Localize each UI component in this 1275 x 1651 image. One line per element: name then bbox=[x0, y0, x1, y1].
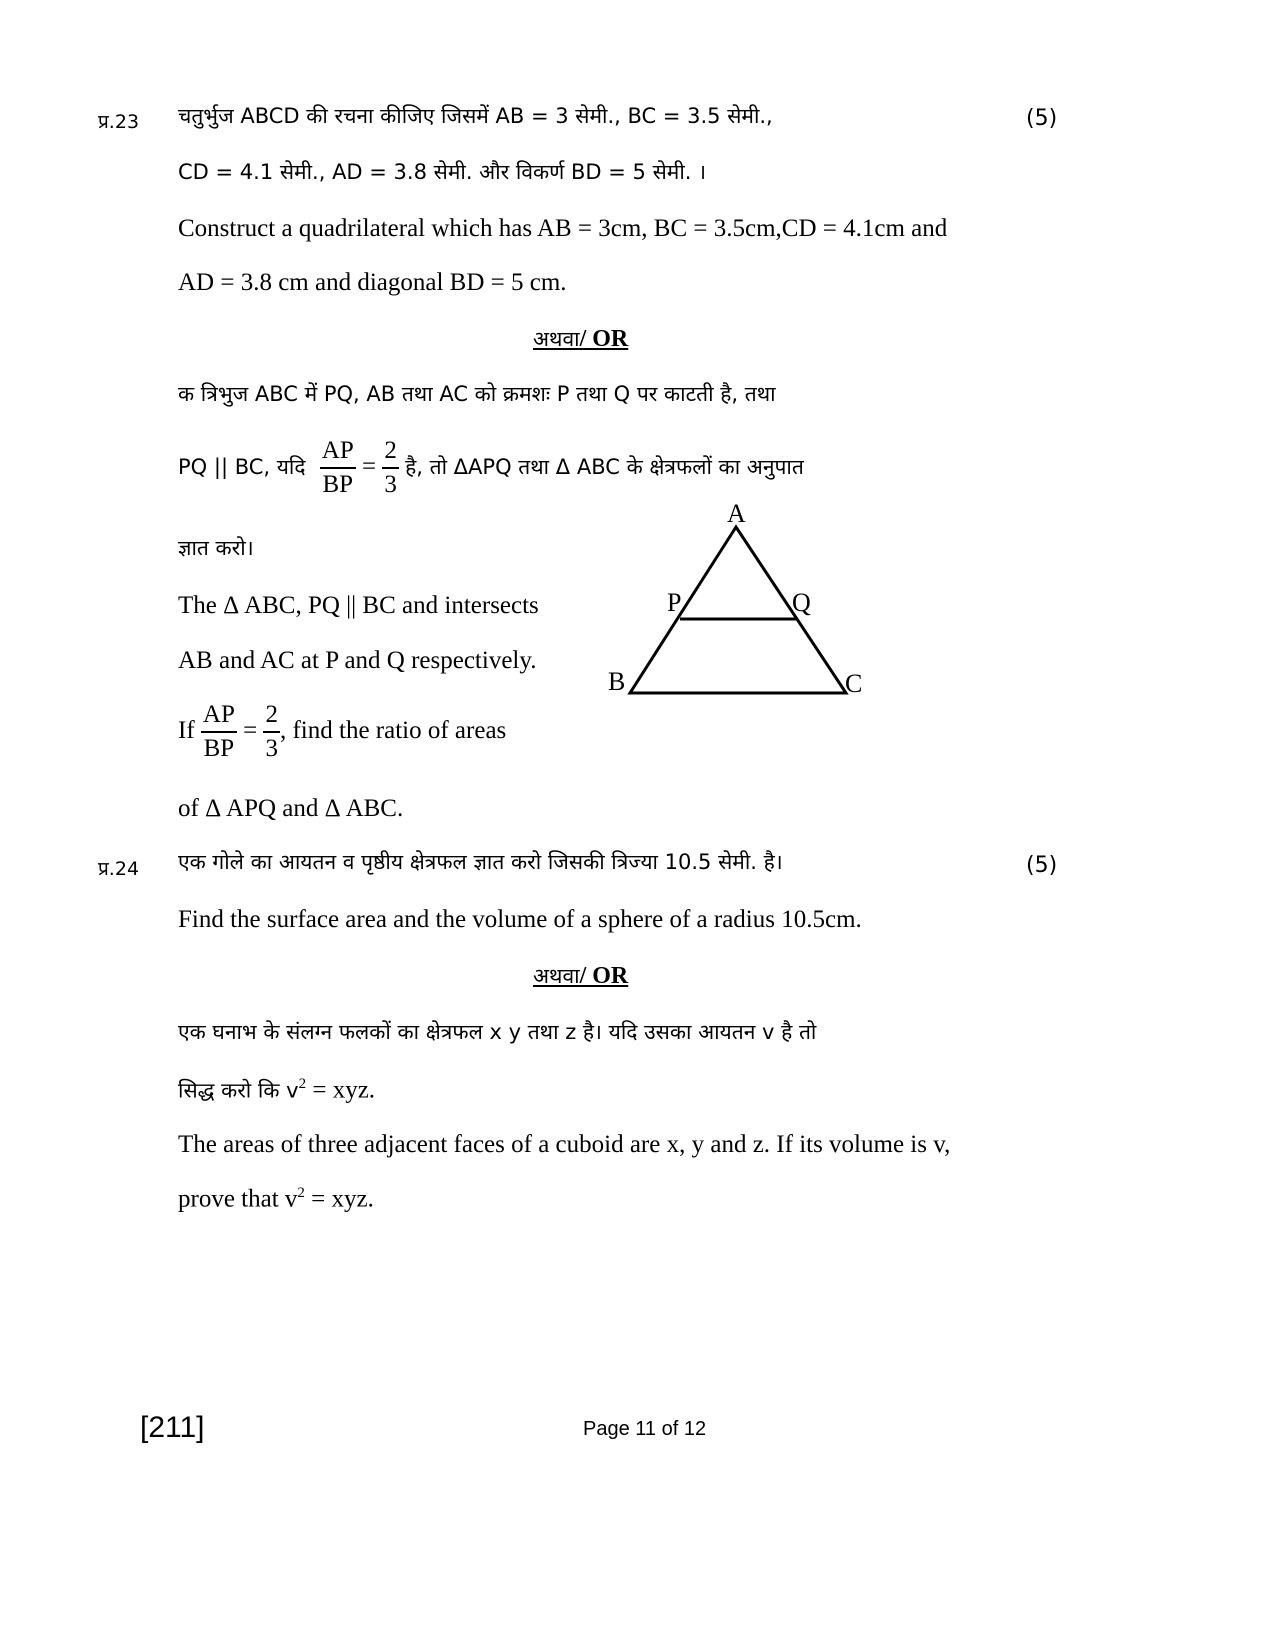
paper-code: [211] bbox=[140, 1411, 205, 1444]
q23-alt-hindi-line-3: ज्ञात करो। bbox=[178, 536, 254, 560]
q24-alt-english-line-2: prove that $v^2$ = xyz. bbox=[178, 1185, 374, 1213]
q24-or-divider bbox=[533, 962, 628, 990]
equals-sign: = bbox=[361, 452, 377, 480]
marks-23: (5) bbox=[1026, 106, 1058, 131]
q23-alt-english-line-1: The Δ ABC, PQ || BC and intersects bbox=[178, 592, 539, 619]
marks-24: (5) bbox=[1026, 853, 1058, 878]
question-number-23: प्र.23 bbox=[98, 111, 140, 133]
q23-alt-hindi-line-1: क त्रिभुज ABC में PQ, AB तथा AC को क्रमशः P तथा Q पर काटती है, तथा bbox=[178, 382, 776, 406]
fraction-ap-bp: $\frac{AP}{BP}$ bbox=[321, 437, 354, 499]
q24-alt-english-line-1: The areas of three adjacent faces of a cuboid are x, y and z. If its volume is v, bbox=[178, 1131, 951, 1158]
fraction-ap-bp-en: $\frac{AP}{BP}$ bbox=[202, 701, 235, 763]
q24-alt-hindi-line-2: सिद्ध करो कि $v^2$ = xyz. bbox=[178, 1076, 376, 1104]
fraction-two-thirds: $\frac{2}{3}$ bbox=[384, 437, 397, 499]
label-c: C bbox=[845, 669, 863, 698]
or-hindi-text: अथवा bbox=[533, 327, 580, 351]
q23-alt-hindi-line-2 bbox=[178, 438, 804, 499]
q23-english-line-1: Construct a quadrilateral which has AB = 3cm, BC = 3.5cm,CD = 4.1cm and bbox=[178, 215, 948, 242]
fraction-two-thirds-en: $\frac{2}{3}$ bbox=[265, 701, 278, 763]
label-a: A bbox=[727, 499, 746, 528]
ratio-question-text: है, तो ΔAPQ तथा Δ ABC के क्षेत्रफलों का अनुपात bbox=[405, 454, 804, 479]
q24-hindi-line-1: एक गोले का आयतन व पृष्ठीय क्षेत्रफल ज्ञात करो जिसकी त्रिज्या 10.5 सेमी. है। bbox=[178, 850, 783, 874]
pq-parallel-text: PQ || BC, यदि bbox=[178, 454, 306, 479]
q23-alt-english-line-2: AB and AC at P and Q respectively. bbox=[178, 647, 537, 674]
triangle-abc bbox=[630, 527, 846, 693]
q23-alt-english-line-3: If $\frac{AP}{BP}$ = $\frac{2}{3}$ , find the ratio of areas bbox=[178, 701, 507, 763]
label-b: B bbox=[608, 667, 626, 696]
q23-or-divider bbox=[533, 325, 628, 353]
q23-hindi-line-2: CD = 4.1 सेमी., AD = 3.8 सेमी. और विकर्ण BD = 5 सेमी. । bbox=[178, 160, 707, 184]
triangle-figure bbox=[608, 499, 880, 700]
label-p: P bbox=[667, 588, 682, 617]
question-number-24: प्र.24 bbox=[98, 858, 140, 880]
or-english-text: / OR bbox=[579, 326, 629, 352]
q23-english-line-2: AD = 3.8 cm and diagonal BD = 5 cm. bbox=[178, 269, 567, 296]
page-number: Page 11 of 12 bbox=[583, 1418, 707, 1440]
q24-alt-hindi-line-1: एक घनाभ के संलग्न फलकों का क्षेत्रफल x y तथा z है। यदि उसका आयतन v है तो bbox=[178, 1020, 817, 1044]
q24-english-line-1: Find the surface area and the volume of a sphere of a radius 10.5cm. bbox=[178, 906, 862, 933]
or-english-text: / OR bbox=[579, 963, 629, 989]
or-hindi-text: अथवा bbox=[533, 964, 580, 988]
label-q: Q bbox=[792, 588, 811, 617]
q23-alt-english-line-4: of Δ APQ and Δ ABC. bbox=[178, 795, 404, 822]
q23-hindi-line-1: चतुर्भुज ABCD की रचना कीजिए जिसमें AB = 3 सेमी., BC = 3.5 सेमी., bbox=[178, 104, 773, 128]
